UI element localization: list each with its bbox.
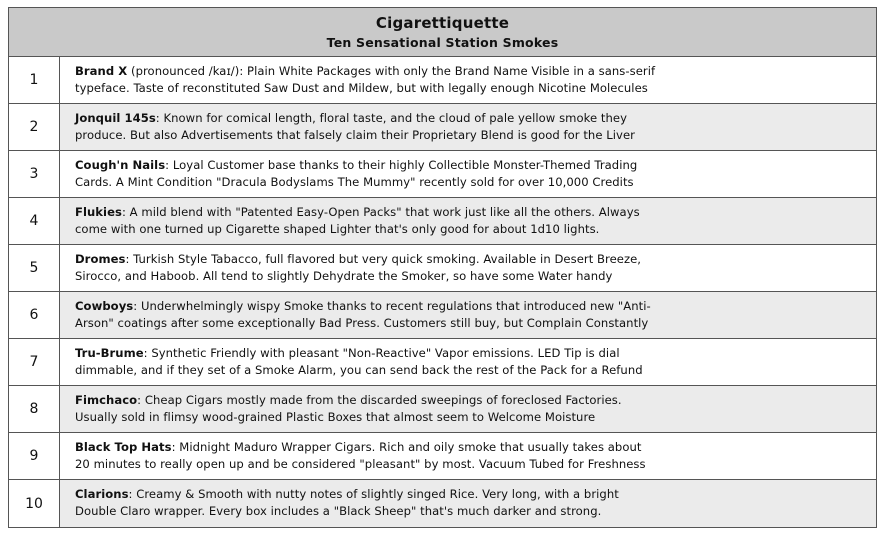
cigarettiquette-table [8, 7, 877, 528]
row-number: 8 [9, 386, 60, 432]
description-line-1: : Cheap Cigars mostly made from the discarded sweepings of foreclosed Factories. [137, 393, 622, 407]
description-line-2: typeface. Taste of reconstituted Saw Dust and Mildew, but with legally enough Nicotine Molecules [75, 80, 648, 95]
description-line-1: (pronounced /kaɪ/): Plain White Packages with only the Brand Name Visible in a sans-serif [127, 64, 656, 78]
row-number: 6 [9, 292, 60, 338]
row-number: 9 [9, 433, 60, 479]
description-line-1: : Creamy & Smooth with nutty notes of slightly singed Rice. Very long, with a bright [128, 487, 619, 501]
table-row [9, 339, 876, 386]
description-line-2: Usually sold in flimsy wood-grained Plastic Boxes that almost seem to Welcome Moisture [75, 409, 596, 424]
row-description [60, 104, 876, 150]
table-row [9, 151, 876, 198]
row-description [60, 339, 876, 385]
table-row [9, 433, 876, 480]
table-row [9, 386, 876, 433]
description-line-2: Cards. A Mint Condition "Dracula Bodyslams The Mummy" recently sold for over 10,000 Credits [75, 174, 634, 189]
row-description [60, 433, 876, 479]
description-line-2: come with one turned up Cigarette shaped Lighter that's only good for about 1d10 lights. [75, 221, 600, 236]
brand-name: Fimchaco [75, 393, 138, 407]
row-number: 10 [9, 480, 60, 527]
row-description [60, 480, 876, 527]
table-row [9, 480, 876, 527]
table-title: Cigarettiquette [375, 14, 510, 32]
row-number: 7 [9, 339, 60, 385]
brand-name: Dromes [75, 252, 126, 266]
description-line-2: Double Claro wrapper. Every box includes a "Black Sheep" that's much darker and strong. [75, 503, 602, 518]
description-line-1: : Underwhelmingly wispy Smoke thanks to recent regulations that introduced new "Anti- [133, 299, 651, 313]
table-subtitle: Ten Sensational Station Smokes [326, 35, 559, 50]
row-description [60, 386, 876, 432]
row-number: 4 [9, 198, 60, 244]
brand-name: Clarions [75, 487, 129, 501]
description-line-1: : Synthetic Friendly with pleasant "Non-Reactive" Vapor emissions. LED Tip is dial [143, 346, 620, 360]
table-row [9, 198, 876, 245]
row-number: 3 [9, 151, 60, 197]
row-description [60, 292, 876, 338]
description-line-1: : Loyal Customer base thanks to their highly Collectible Monster-Themed Trading [165, 158, 638, 172]
description-line-2: 20 minutes to really open up and be considered "pleasant" by most. Vacuum Tubed for Freshness [75, 456, 646, 471]
brand-name: Brand X [75, 64, 128, 78]
description-line-2: produce. But also Advertisements that falsely claim their Proprietary Blend is good for the Liver [75, 127, 635, 142]
description-line-2: dimmable, and if they set of a Smoke Alarm, you can send back the rest of the Pack for a Refund [75, 362, 643, 377]
row-number: 1 [9, 57, 60, 103]
table-row [9, 57, 876, 104]
description-line-1: : Known for comical length, floral taste, and the cloud of pale yellow smoke they [155, 111, 627, 125]
brand-name: Cough'n Nails [75, 158, 166, 172]
table-row [9, 245, 876, 292]
brand-name: Black Top Hats [75, 440, 172, 454]
row-description [60, 198, 876, 244]
table-header [9, 8, 876, 57]
brand-name: Jonquil 145s [75, 111, 156, 125]
row-number: 2 [9, 104, 60, 150]
row-description [60, 57, 876, 103]
brand-name: Flukies [75, 205, 122, 219]
table-row [9, 292, 876, 339]
row-description [60, 245, 876, 291]
description-line-2: Sirocco, and Haboob. All tend to slightly Dehydrate the Smoker, so have some Water handy [75, 268, 613, 283]
brand-name: Tru-Brume [75, 346, 144, 360]
row-number: 5 [9, 245, 60, 291]
description-line-2: Arson" coatings after some exceptionally Bad Press. Customers still buy, but Complain Constantly [75, 315, 649, 330]
table-row [9, 104, 876, 151]
description-line-1: : Turkish Style Tabacco, full flavored but very quick smoking. Available in Desert Breeze, [125, 252, 642, 266]
row-description [60, 151, 876, 197]
brand-name: Cowboys [75, 299, 134, 313]
description-line-1: : Midnight Maduro Wrapper Cigars. Rich and oily smoke that usually takes about [171, 440, 642, 454]
description-line-1: : A mild blend with "Patented Easy-Open Packs" that work just like all the others. Always [121, 205, 640, 219]
